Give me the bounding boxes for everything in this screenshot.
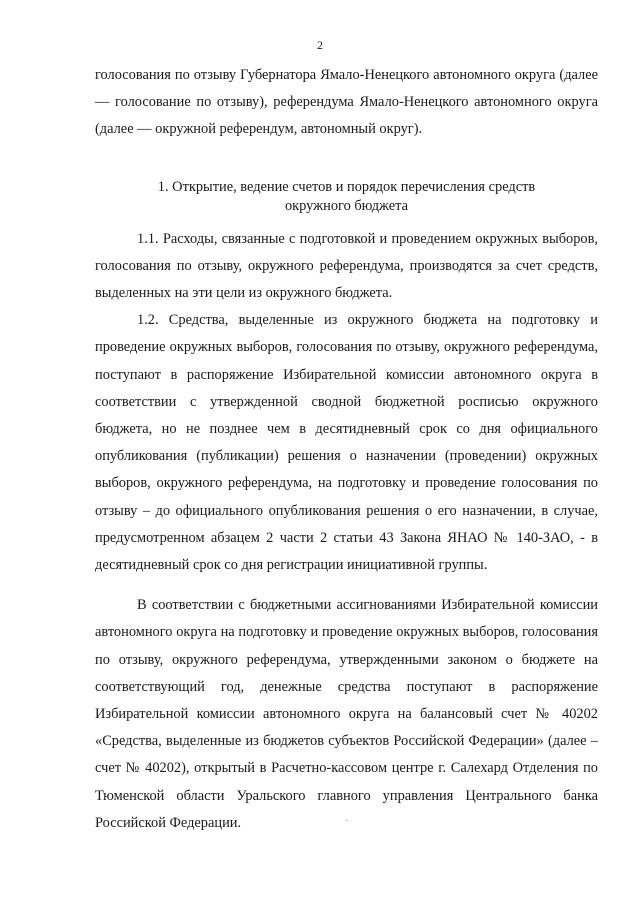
page-number: 2	[317, 38, 323, 52]
paragraph-budget-allocations: В соответствии с бюджетными ассигнованиями Избирательной комиссии автономного округа на подготовку и проведение окружных выборов, голосования по отзыву, окружного референдума, утвержденными законом о бюджете на соответствующий год, денежные средства поступают в распоряжение Избирательной комиссии автономного округа на балансовый счет № 40202 «Средства, выделенные из бюджетов субъектов Российской Федерации» (далее – счет № 40202), открытый в Расчетно-кассовом центре г. Салехард Отделения по Тюменской области Уральского главного управления Центрального банка Российской Федерации.	[95, 597, 598, 831]
document-body	[95, 62, 598, 837]
section-heading: 1. Открытие, ведение счетов и порядок перечисления средств окружного бюджета	[157, 178, 536, 214]
intro-paragraph: голосования по отзыву Губернатора Ямало-Ненецкого автономного округа (далее — голосование по отзыву), референдума Ямало-Ненецкого автономного округа (далее — окружной референдум, автономный округ).	[95, 67, 598, 138]
paragraph-1-2: 1.2. Средства, выделенные из окружного бюджета на подготовку и проведение окружных выборов, голосования по отзыву, окружного референдума, поступают в распоряжение Избирательной комиссии автономного округа в соответствии с утвержденной сводной бюджетной росписью окружного бюджета, но не позднее чем в десятидневный срок со дня официального опубликования (публикации) решения о назначении (проведении) окружных выборов, окружного референдума, на подготовку и проведение голосования по отзыву – до официального опубликования решения о его назначении, в случае, предусмотренном абзацем 2 части 2 статьи 43 Закона ЯНАО № 140-ЗАО, - в десятидневный срок со дня регистрации инициативной группы.	[95, 312, 598, 574]
paragraph-1-1: 1.1. Расходы, связанные с подготовкой и проведением окружных выборов, голосования по отзыву, окружного референдума, производятся за счет средств, выделенных на эти цели из окружного бюджета.	[95, 230, 598, 302]
scan-speck	[346, 820, 348, 821]
